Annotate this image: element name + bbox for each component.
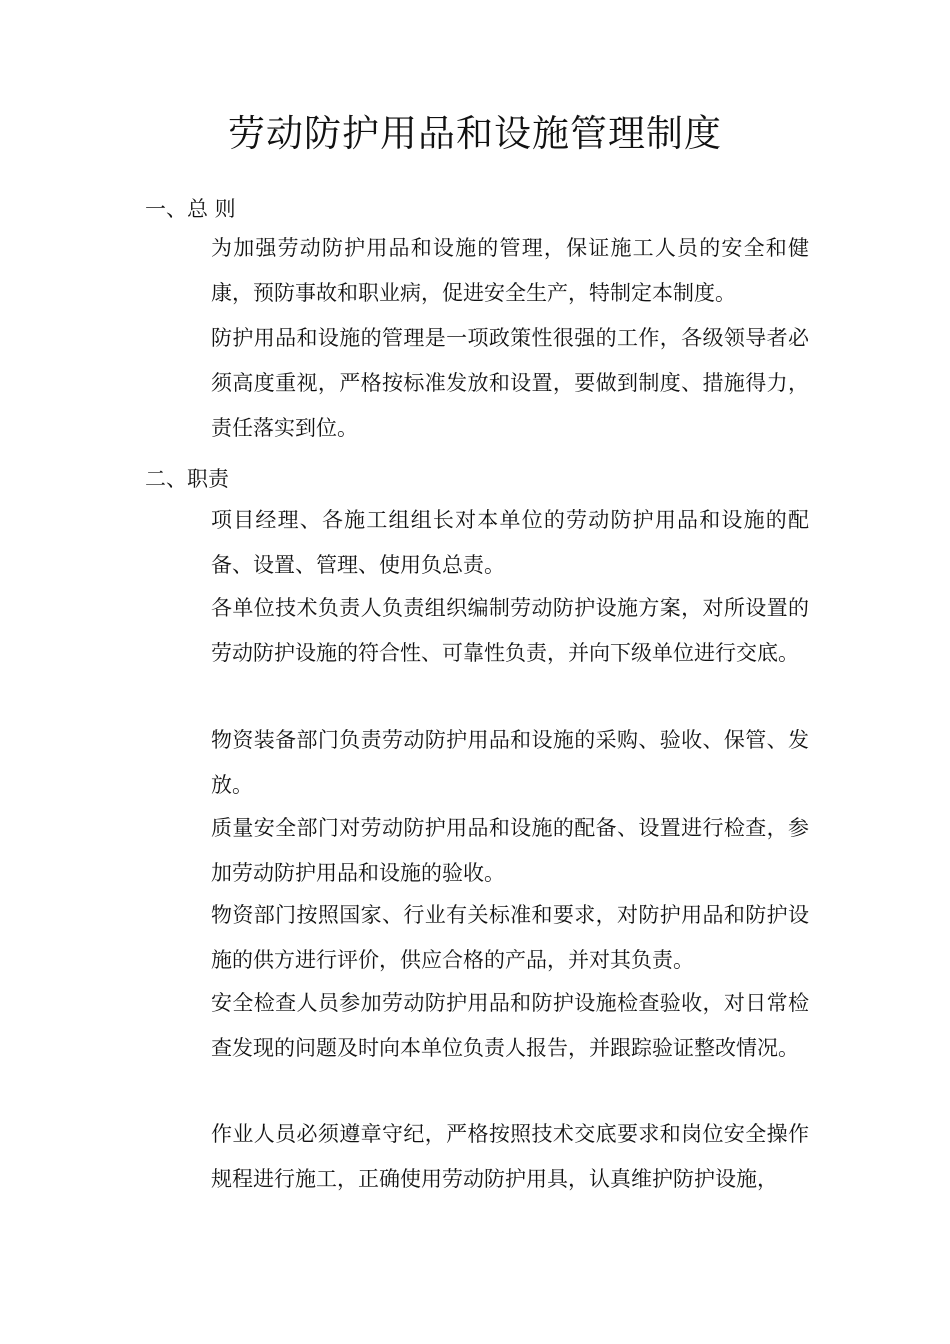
section-heading-duties: 二、职责 [145, 467, 229, 491]
paragraph: 物资部门按照国家、行业有关标准和要求，对防护用品和防护设施的供方进行评价，供应合格的产品，并对其负责。 [211, 903, 809, 972]
section-heading-general: 一、总 则 [145, 197, 236, 221]
paragraph: 物资装备部门负责劳动防护用品和设施的采购、验收、保管、发放。 [211, 728, 809, 797]
paragraph: 质量安全部门对劳动防护用品和设施的配备、设置进行检查，参加劳动防护用品和设施的验收。 [211, 816, 809, 885]
paragraph: 作业人员必须遵章守纪，严格按照技术交底要求和岗位安全操作规程进行施工，正确使用劳动防护用具，认真维护防护设施， [211, 1122, 809, 1191]
document-title: 劳动防护用品和设施管理制度 [228, 112, 722, 155]
paragraph: 各单位技术负责人负责组织编制劳动防护设施方案，对所设置的劳动防护设施的符合性、可靠性负责，并向下级单位进行交底。 [211, 596, 809, 665]
paragraph: 安全检查人员参加劳动防护用品和防护设施检查验收，对日常检查发现的问题及时向本单位负责人报告，并跟踪验证整改情况。 [211, 991, 809, 1060]
paragraph: 项目经理、各施工组组长对本单位的劳动防护用品和设施的配备、设置、管理、使用负总责。 [211, 508, 809, 577]
paragraph: 防护用品和设施的管理是一项政策性很强的工作，各级领导者必须高度重视，严格按标准发放和设置，要做到制度、措施得力，责任落实到位。 [211, 326, 809, 440]
paragraph: 为加强劳动防护用品和设施的管理，保证施工人员的安全和健康，预防事故和职业病，促进安全生产，特制定本制度。 [211, 236, 809, 305]
